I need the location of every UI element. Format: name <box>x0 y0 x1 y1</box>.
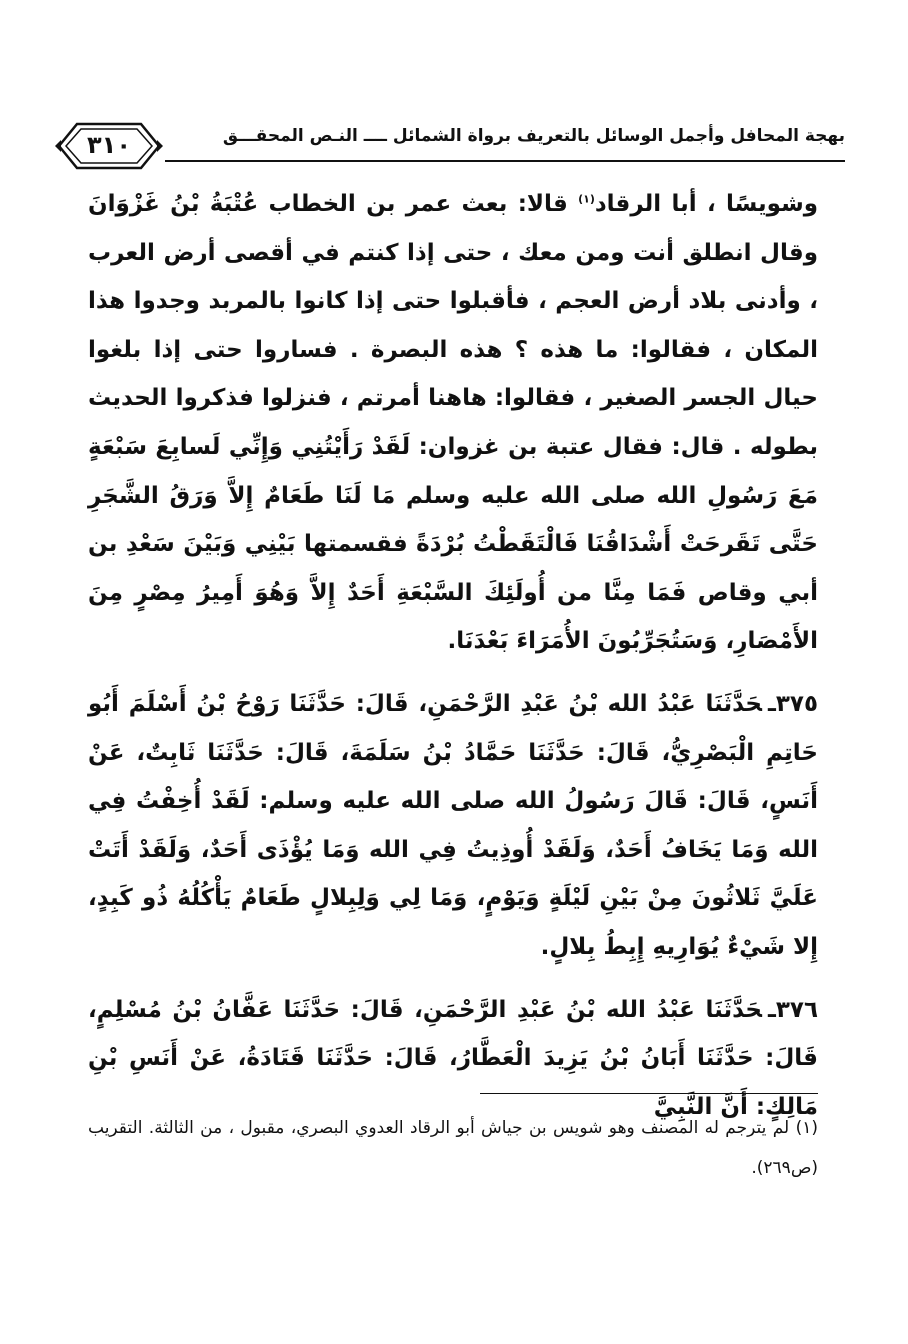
hadith-number: ٣٧٥ـ <box>768 690 818 717</box>
footnote-1 <box>88 1108 818 1188</box>
paragraph-text-after-marker: قالا: بعث عمر بن الخطاب عُتْبَةُ بْنُ غَزْوَانَ وقال انطلق أنت ومن معك ، حتى إذا كنتم في أقصى أرض العرب ، وأدنى بلاد أرض العجم ، فأقبلوا حتى إذا كانوا بالمربد وجدوا هذا المكان ، فقالوا: ما هذه ؟ هذه البصرة . فساروا حتى إذا بلغوا حيال الجسر الصغير ، فقالوا: هاهنا أمرتم ، فنزلوا فذكروا الحديث بطوله . قال: فقال عتبة بن غزوان: لَقَدْ رَأَيْتُنِي وَإِنِّي لَسابِعَ سَبْعَةٍ مَعَ رَسُولِ الله صلى الله عليه وسلم مَا لَنَا طَعَامٌ إِلاَّ وَرَقُ الشَّجَرِ حَتَّى تَقَرحَتْ أَشْدَاقُنَا فَالْتَقَطْتُ بُرْدَةً فقسمتها بَيْنِي وَبَيْنَ سَعْدِ بن أبي وقاص فَمَا مِنَّا من أُولَئِكَ السَّبْعَةِ أَحَدٌ إِلاَّ وَهُوَ أَمِيرُ مِصْرٍ مِنَ الأَمْصَارِ، وَسَتُجَرِّبُونَ الأُمَرَاءَ بَعْدَنَا. <box>88 191 818 655</box>
footnote-reference: (١) <box>578 192 595 206</box>
footnote-separator <box>480 1093 818 1094</box>
hadith-number: ٣٧٦ـ <box>768 996 818 1023</box>
footnote-marker: (١) <box>795 1118 818 1138</box>
main-text <box>88 180 818 1131</box>
paragraph-text-before-marker: وشويسًا ، أبا الرقاد <box>594 191 818 217</box>
header-rule <box>165 160 845 162</box>
page-number: ٣١٠ <box>87 131 131 159</box>
footnote <box>88 1108 818 1188</box>
running-header <box>55 118 845 178</box>
page-number-badge <box>55 118 163 174</box>
running-title: بهجة المحافل وأجمل الوسائل بالتعريف برواة الشمائل ــــ النـص المحقـــق <box>222 126 845 146</box>
paragraph-continuation <box>88 180 818 666</box>
hadith-375 <box>88 680 818 972</box>
hadith-text: حَدَّثَنَا عَبْدُ الله بْنُ عَبْدِ الرَّحْمَنِ، قَالَ: حَدَّثَنَا عَفَّانُ بْنُ مُسْلِمٍ، قَالَ: حَدَّثَنَا أَبَانُ بْنُ يَزِيدَ الْعَطَّارُ، قَالَ: حَدَّثَنَا قَتَادَةُ، عَنْ أَنَسِ بْنِ مَالِكٍ: أَنَّ النَّبِيَّ <box>88 996 818 1120</box>
footnote-text: لم يترجم له المصنف وهو شويس بن جياش أبو الرقاد العدوي البصري، مقبول ، من الثالثة. التقريب (ص٢٦٩). <box>88 1118 818 1178</box>
hadith-text: حَدَّثَنَا عَبْدُ الله بْنُ عَبْدِ الرَّحْمَنِ، قَالَ: حَدَّثَنَا رَوْحُ بْنُ أَسْلَمَ أَبُو حَاتِمِ الْبَصْرِيُّ، قَالَ: حَدَّثَنَا حَمَّادُ بْنُ سَلَمَةَ، قَالَ: حَدَّثَنَا ثَابِتٌ، عَنْ أَنَسٍ، قَالَ: قَالَ رَسُولُ الله صلى الله عليه وسلم: لَقَدْ أُخِفْتُ فِي الله وَمَا يَخَافُ أَحَدٌ، وَلَقَدْ أُوذِيتُ فِي الله وَمَا يُؤْذَى أَحَدٌ، وَلَقَدْ أَتَتْ عَلَيَّ ثَلاثُونَ مِنْ بَيْنِ لَيْلَةٍ وَيَوْمٍ، وَمَا لِي وَلِبِلالٍ طَعَامٌ يَأْكُلُهُ ذُو كَبِدٍ، إِلا شَيْءٌ يُوَارِيهِ إِبِطُ بِلالٍ. <box>88 690 818 960</box>
